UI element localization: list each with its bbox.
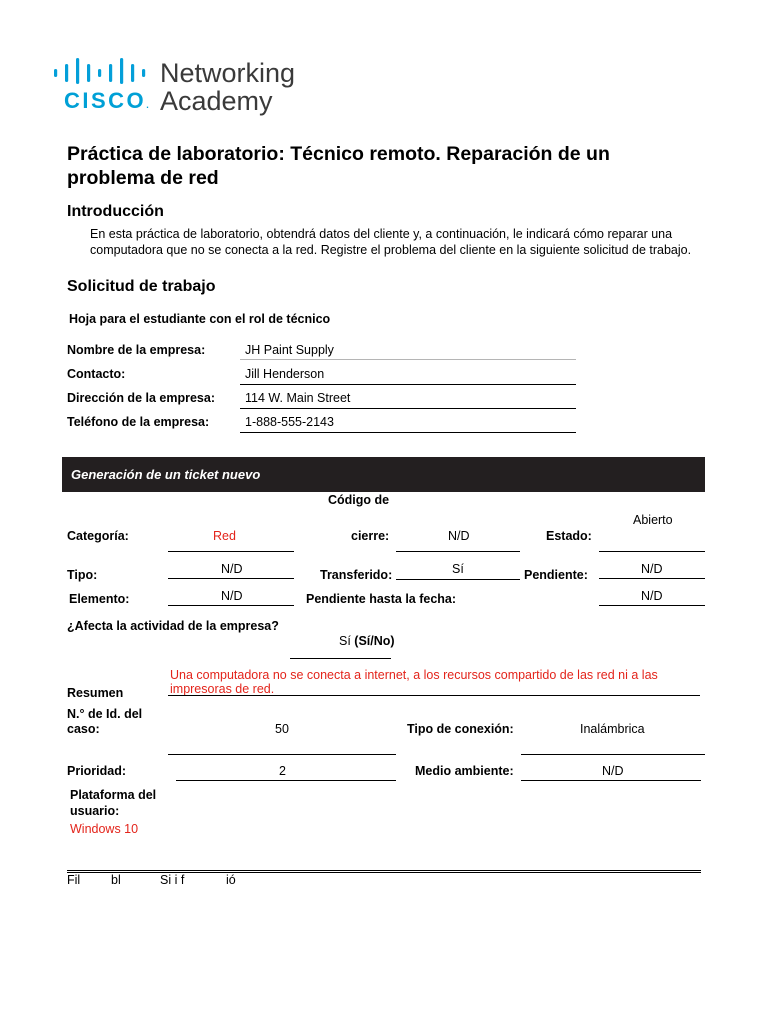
pendiente-fecha-value: N/D	[641, 589, 663, 603]
phone-label: Teléfono de la empresa:	[67, 415, 210, 429]
prioridad-value: 2	[279, 764, 286, 778]
work-order-heading: Solicitud de trabajo	[67, 278, 216, 295]
pendiente-fecha-label: Pendiente hasta la fecha:	[306, 592, 457, 606]
plataforma-label-2: usuario:	[70, 804, 120, 818]
resumen-value: Una computadora no se conecta a internet, a los recursos compartido de las red ni a las impresoras de red.	[170, 668, 658, 696]
address-underline	[240, 408, 576, 409]
pendiente-label: Pendiente:	[524, 568, 588, 582]
page-title: Práctica de laboratorio: Técnico remoto. Reparación de un problema de red	[67, 143, 610, 189]
footer-text-1: Fil	[67, 873, 81, 887]
cisco-bars-icon	[54, 58, 150, 84]
codigo-value: N/D	[448, 529, 470, 543]
intro-text: En esta práctica de laboratorio, obtendrá datos del cliente y, a continuación, le indicará cómo reparar una computadora que no se conecta a la red. Registre el problema del cliente en la siguiente solicitud de trabajo.	[90, 227, 692, 257]
estado-underline	[599, 551, 705, 552]
elemento-label: Elemento:	[69, 592, 130, 606]
company-name-value: JH Paint Supply	[245, 343, 334, 357]
address-label: Dirección de la empresa:	[67, 391, 215, 405]
medio-underline	[521, 780, 701, 781]
tipo-label: Tipo:	[67, 568, 98, 582]
elemento-underline	[168, 605, 294, 606]
afecta-underline	[290, 658, 391, 659]
tipo-underline	[168, 578, 294, 579]
intro-heading: Introducción	[67, 203, 164, 220]
codigo-label-1: Código de	[328, 493, 390, 507]
caso-label-2: caso:	[67, 722, 100, 736]
caso-label-1: N.° de Id. del	[67, 707, 143, 721]
plataforma-value: Windows 10	[70, 822, 139, 836]
afecta-hint: (Sí/No)	[354, 634, 395, 648]
transferido-label: Transferido:	[320, 568, 393, 582]
resumen-underline	[168, 695, 700, 696]
elemento-value: N/D	[221, 589, 243, 603]
caso-underline	[168, 754, 396, 755]
pendiente-fecha-underline	[599, 605, 705, 606]
afecta-answer	[339, 634, 395, 648]
company-name-label: Nombre de la empresa:	[67, 343, 206, 357]
plataforma-label-1: Plataforma del	[70, 788, 157, 802]
categoria-underline	[168, 551, 294, 552]
codigo-underline	[396, 551, 520, 552]
estado-label: Estado:	[546, 529, 592, 543]
conexion-label: Tipo de conexión:	[407, 722, 514, 736]
footer-text-2: bl	[111, 873, 121, 887]
ticket-header-text: Generación de un ticket nuevo	[71, 467, 261, 482]
pendiente-underline	[599, 578, 705, 579]
categoria-value: Red	[213, 529, 236, 543]
prioridad-label: Prioridad:	[67, 764, 127, 778]
codigo-label-2: cierre:	[351, 529, 390, 543]
footer-text-3: Si i f	[160, 873, 185, 887]
caso-value: 50	[275, 722, 289, 736]
footer-rule	[67, 870, 701, 871]
contact-underline	[240, 384, 576, 385]
medio-value: N/D	[602, 764, 624, 778]
logo-academy: Academy	[160, 86, 273, 116]
resumen-label: Resumen	[67, 686, 124, 700]
conexion-underline	[521, 754, 705, 755]
logo-networking: Networking	[160, 58, 296, 88]
categoria-label: Categoría:	[67, 529, 129, 543]
ticket-header-bar	[62, 457, 705, 492]
contact-value: Jill Henderson	[245, 367, 325, 381]
pendiente-value: N/D	[641, 562, 663, 576]
footer-text-4: ió	[226, 873, 236, 887]
sheet-label: Hoja para el estudiante con el rol de técnico	[69, 312, 331, 326]
cisco-wordmark: CISCO.	[64, 88, 149, 113]
afecta-label: ¿Afecta la actividad de la empresa?	[67, 619, 279, 633]
prioridad-underline	[176, 780, 396, 781]
afecta-value: Sí	[339, 634, 351, 648]
company-name-underline	[240, 359, 576, 360]
transferido-value: Sí	[452, 562, 464, 576]
estado-value: Abierto	[633, 513, 673, 527]
medio-label: Medio ambiente:	[415, 764, 514, 778]
phone-value: 1-888-555-2143	[245, 415, 334, 429]
conexion-value: Inalámbrica	[580, 722, 645, 736]
transferido-underline	[396, 579, 520, 580]
tipo-value: N/D	[221, 562, 243, 576]
contact-label: Contacto:	[67, 367, 126, 381]
address-value: 114 W. Main Street	[245, 391, 351, 405]
phone-underline	[240, 432, 576, 433]
